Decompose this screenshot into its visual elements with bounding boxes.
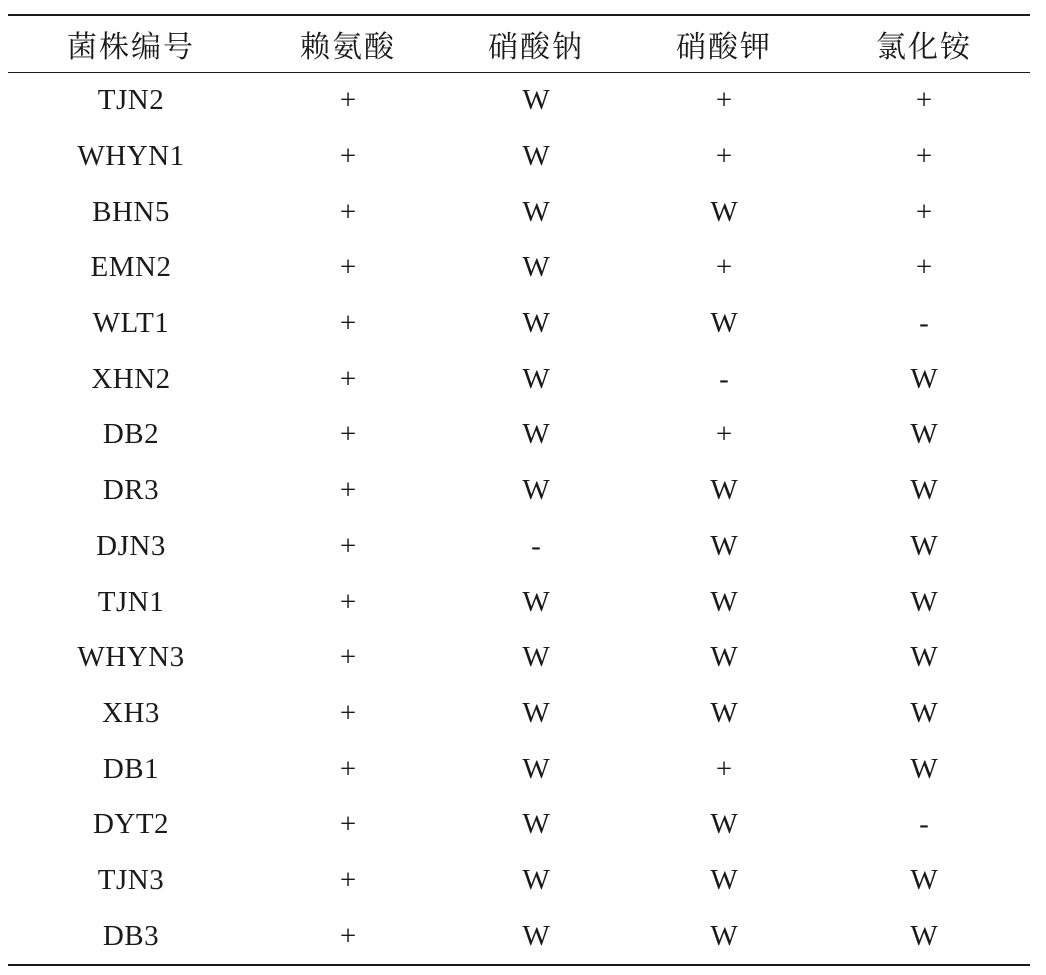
cell-sodium-nitrate: W [522,696,550,729]
table-row [8,797,1030,853]
cell-ammonium-chloride: + [915,195,933,228]
cell-lysine: + [339,808,357,841]
table-row [8,184,1030,240]
cell-sodium-nitrate: W [522,808,550,841]
cell-sodium-nitrate: W [522,251,550,284]
cell-potassium-nitrate: W [710,863,738,896]
cell-sodium-nitrate: W [522,362,550,395]
cell-strain-id: DB1 [102,752,160,785]
cell-potassium-nitrate: W [710,641,738,674]
table-header [8,15,1030,73]
table-row [8,519,1030,575]
cell-strain-id: DJN3 [96,529,166,562]
cell-ammonium-chloride: W [910,641,938,674]
cell-ammonium-chloride: W [910,474,938,507]
cell-ammonium-chloride: - [919,808,929,841]
cell-sodium-nitrate: W [522,84,550,117]
cell-lysine: + [339,140,357,173]
table-row [8,630,1030,686]
cell-lysine: + [339,84,357,117]
nitrogen-source-table-container [8,14,1030,966]
table-row [8,129,1030,185]
header-strain-id: 菌株编号 [67,30,195,65]
cell-potassium-nitrate: W [710,585,738,618]
table-row [8,240,1030,296]
cell-strain-id: TJN2 [97,84,165,117]
cell-strain-id: XHN2 [91,362,171,395]
cell-potassium-nitrate: + [715,140,733,173]
cell-sodium-nitrate: W [522,140,550,173]
cell-lysine: + [339,418,357,451]
cell-potassium-nitrate: W [710,696,738,729]
cell-strain-id: DB2 [102,418,160,451]
table-body [8,73,1030,966]
table-row [8,351,1030,407]
cell-sodium-nitrate: W [522,585,550,618]
cell-potassium-nitrate: W [710,307,738,340]
cell-potassium-nitrate: W [710,919,738,952]
cell-strain-id: TJN3 [97,863,165,896]
table-row [8,463,1030,519]
table-row [8,686,1030,742]
cell-sodium-nitrate: W [522,752,550,785]
table-row [8,853,1030,909]
cell-ammonium-chloride: + [915,140,933,173]
nitrogen-source-table [8,14,1030,966]
cell-sodium-nitrate: W [522,418,550,451]
cell-sodium-nitrate: W [522,919,550,952]
cell-sodium-nitrate: - [531,529,541,562]
cell-lysine: + [339,919,357,952]
cell-lysine: + [339,696,357,729]
cell-strain-id: WHYN3 [77,641,185,674]
table-row [8,574,1030,630]
cell-ammonium-chloride: W [910,752,938,785]
cell-potassium-nitrate: + [715,418,733,451]
cell-strain-id: DR3 [102,474,160,507]
cell-lysine: + [339,863,357,896]
cell-sodium-nitrate: W [522,641,550,674]
cell-ammonium-chloride: - [919,307,929,340]
cell-lysine: + [339,641,357,674]
cell-strain-id: XH3 [102,696,160,729]
cell-sodium-nitrate: W [522,474,550,507]
header-lysine: 赖氨酸 [300,30,396,65]
cell-potassium-nitrate: W [710,529,738,562]
cell-ammonium-chloride: + [915,251,933,284]
cell-strain-id: DB3 [102,919,160,952]
cell-sodium-nitrate: W [522,863,550,896]
cell-lysine: + [339,251,357,284]
cell-lysine: + [339,529,357,562]
cell-lysine: + [339,474,357,507]
table-row [8,741,1030,797]
cell-ammonium-chloride: W [910,529,938,562]
cell-lysine: + [339,362,357,395]
cell-ammonium-chloride: W [910,919,938,952]
cell-strain-id: BHN5 [92,195,170,228]
cell-lysine: + [339,195,357,228]
table-row [8,73,1030,129]
cell-ammonium-chloride: W [910,585,938,618]
cell-potassium-nitrate: + [715,752,733,785]
table-row [8,908,1030,965]
cell-ammonium-chloride: + [915,84,933,117]
cell-potassium-nitrate: + [715,84,733,117]
cell-potassium-nitrate: W [710,808,738,841]
header-row [8,15,1030,73]
cell-sodium-nitrate: W [522,195,550,228]
table-row [8,407,1030,463]
header-ammonium-chloride: 氯化铵 [876,30,972,65]
cell-lysine: + [339,752,357,785]
cell-strain-id: WLT1 [92,307,170,340]
header-sodium-nitrate: 硝酸钠 [488,30,584,65]
cell-strain-id: TJN1 [97,585,165,618]
cell-lysine: + [339,585,357,618]
cell-potassium-nitrate: - [719,362,729,395]
cell-lysine: + [339,307,357,340]
cell-potassium-nitrate: W [710,195,738,228]
table-row [8,296,1030,352]
header-potassium-nitrate: 硝酸钾 [676,30,772,65]
cell-ammonium-chloride: W [910,696,938,729]
cell-potassium-nitrate: + [715,251,733,284]
cell-ammonium-chloride: W [910,863,938,896]
cell-potassium-nitrate: W [710,474,738,507]
cell-ammonium-chloride: W [910,418,938,451]
cell-strain-id: DYT2 [92,808,170,841]
cell-sodium-nitrate: W [522,307,550,340]
cell-strain-id: WHYN1 [77,140,185,173]
cell-strain-id: EMN2 [90,251,172,284]
cell-ammonium-chloride: W [910,362,938,395]
